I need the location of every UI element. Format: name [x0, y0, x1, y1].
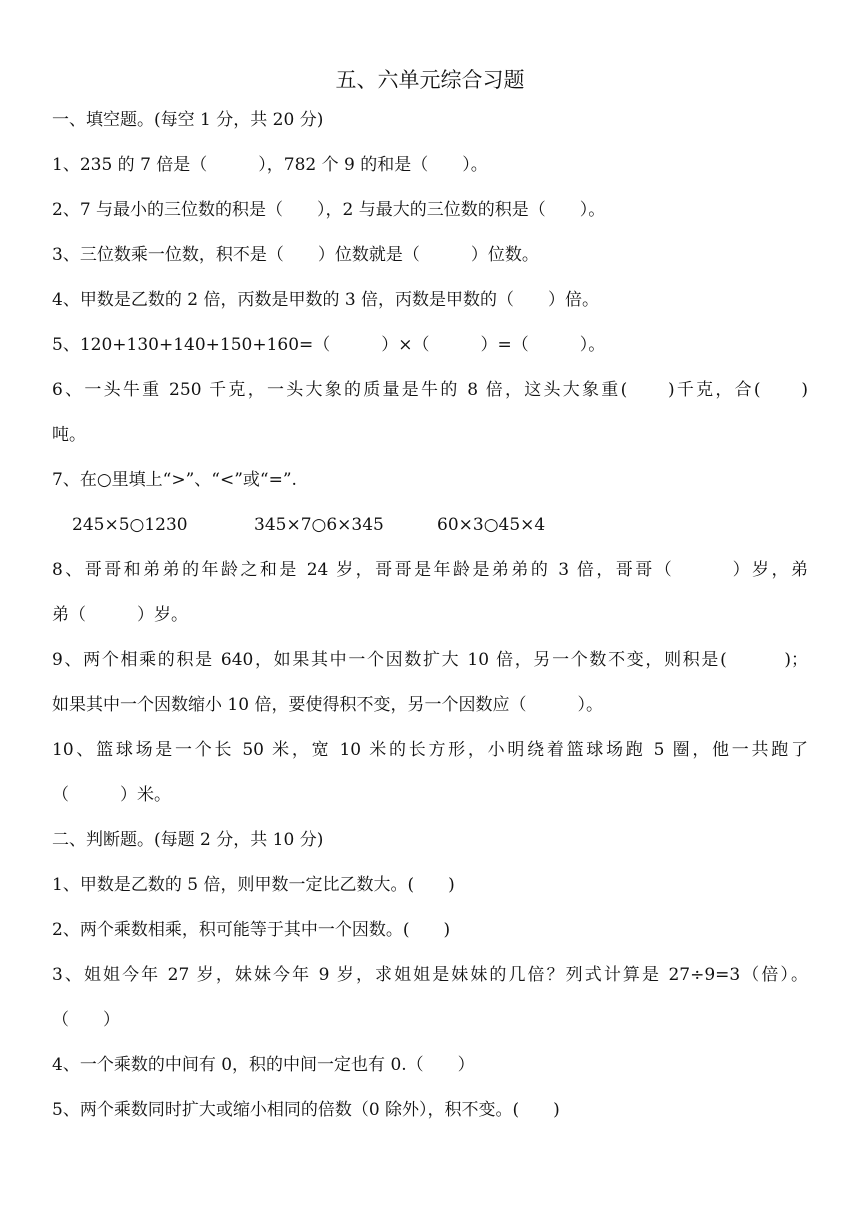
fill-question-5: 5、120+130+140+150+160=（ ）×（ ）=（ ）。 [52, 335, 606, 355]
judge-question-5: 5、两个乘数同时扩大或缩小相同的倍数（0 除外），积不变。( ) [52, 1100, 560, 1120]
judge-question-3-line2: （ ） [52, 1010, 120, 1030]
fill-question-6-line2: 吨。 [52, 425, 86, 445]
judge-question-4: 4、一个乘数的中间有 0，积的中间一定也有 0.（ ） [52, 1055, 475, 1075]
fill-question-8-line1: 8、哥哥和弟弟的年龄之和是 24 岁，哥哥是年龄是弟弟的 3 倍，哥哥（ ）岁，弟 [52, 560, 808, 580]
judge-question-2: 2、两个乘数相乘，积可能等于其中一个因数。( ) [52, 920, 451, 940]
section1-heading: 一、填空题。(每空 1 分，共 20 分) [52, 110, 324, 130]
compare-item-2: 345×7○6×345 [254, 515, 384, 535]
fill-question-8-line2: 弟（ ）岁。 [52, 605, 188, 625]
fill-question-2: 2、7 与最小的三位数的积是（ ），2 与最大的三位数的积是（ ）。 [52, 200, 606, 220]
fill-question-1: 1、235 的 7 倍是（ ），782 个 9 的和是（ ）。 [52, 155, 488, 175]
judge-question-1: 1、甲数是乙数的 5 倍，则甲数一定比乙数大。( ) [52, 875, 455, 895]
compare-item-1: 245×5○1230 [72, 515, 188, 535]
fill-question-3: 3、三位数乘一位数，积不是（ ）位数就是（ ）位数。 [52, 245, 539, 265]
judge-question-3-line1: 3、姐姐今年 27 岁，妹妹今年 9 岁，求姐姐是妹妹的几倍？列式计算是 27÷9=3（倍）。 [52, 965, 808, 985]
fill-question-7-prompt: 7、在○里填上“>”、“<”或“=”. [52, 470, 297, 490]
fill-question-9-line2: 如果其中一个因数缩小 10 倍，要使得积不变，另一个因数应（ ）。 [52, 695, 603, 715]
fill-question-6-line1: 6、一头牛重 250 千克，一头大象的质量是牛的 8 倍，这头大象重( )千克，合( ) [52, 380, 808, 400]
page-title: 五、六单元综合习题 [335, 68, 525, 92]
section2-heading: 二、判断题。(每题 2 分，共 10 分) [52, 830, 324, 850]
fill-question-9-line1: 9、两个相乘的积是 640，如果其中一个因数扩大 10 倍，另一个数不变，则积是( )； [52, 650, 808, 670]
compare-item-3: 60×3○45×4 [437, 515, 546, 535]
fill-question-10-line1: 10、篮球场是一个长 50 米，宽 10 米的长方形，小明绕着篮球场跑 5 圈，他一共跑了 [52, 740, 808, 760]
fill-question-10-line2: （ ）米。 [52, 785, 171, 805]
fill-question-4: 4、甲数是乙数的 2 倍，丙数是甲数的 3 倍，丙数是甲数的（ ）倍。 [52, 290, 600, 310]
